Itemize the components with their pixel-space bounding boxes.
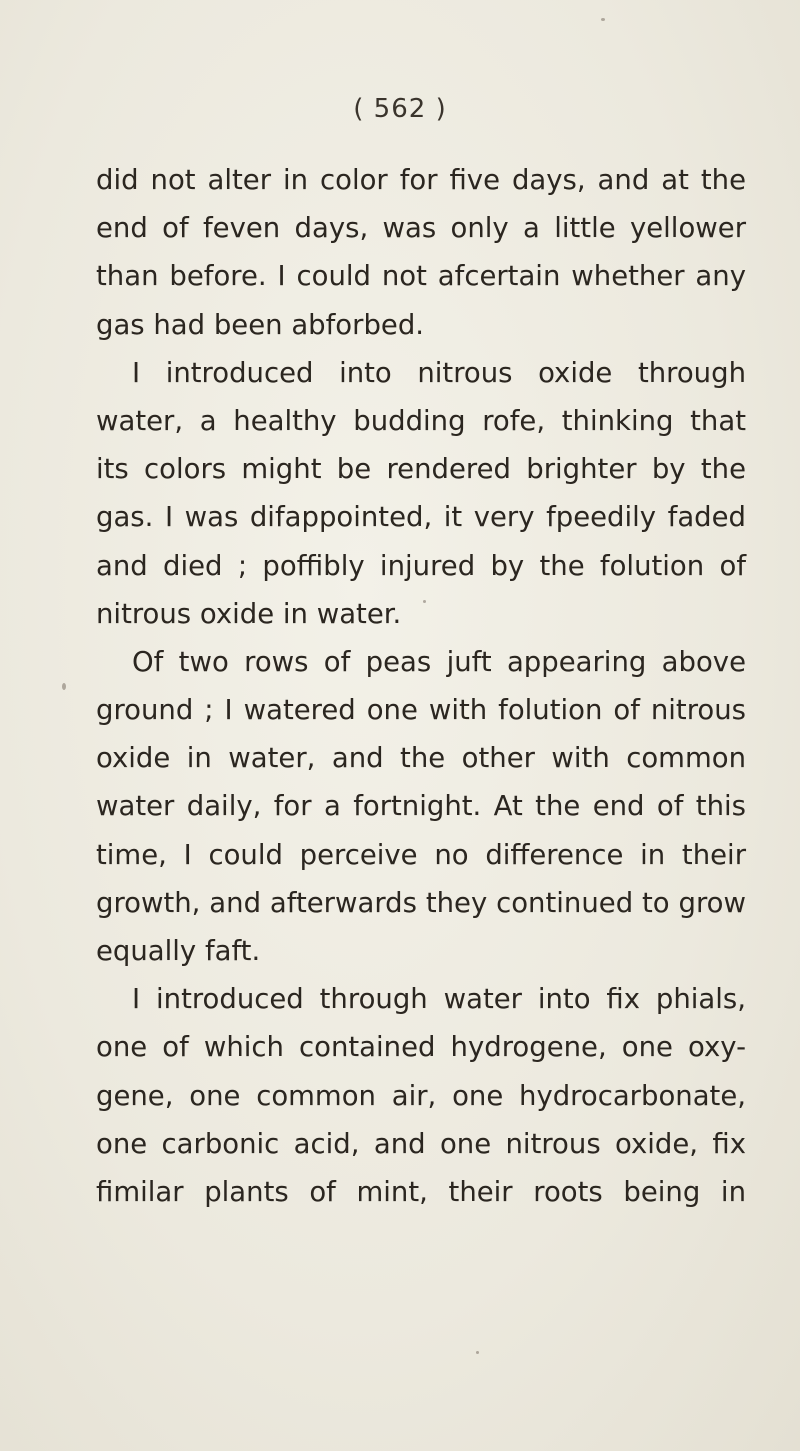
text-line: I introduced into nitrous oxide through (132, 356, 746, 389)
text-line: water daily, for a fortnight. At the end of this (96, 790, 746, 823)
text-line: ground ; I watered one with folution of nitrous (96, 694, 746, 727)
text-line: nitrous oxide in water. (96, 597, 402, 630)
text-line: did not alter in color for five days, and at the (96, 164, 746, 196)
paper-speck (601, 18, 605, 21)
paper-speck (476, 1351, 479, 1354)
paper-speck (423, 600, 426, 603)
paper-speck (62, 683, 66, 690)
text-line: Of two rows of peas juft appearing above (132, 645, 746, 678)
text-line: gene, one common air, one hydrocarbonate, (96, 1079, 746, 1112)
text-line: oxide in water, and the other with common (96, 742, 746, 775)
text-line: growth, and afterwards they continued to grow (96, 886, 746, 919)
text-line: gas. I was difappointed, it very fpeedily faded (96, 501, 746, 534)
text-line: its colors might be rendered brighter by the (96, 453, 746, 486)
text-line: end of feven days, was only a little yellower (96, 212, 746, 245)
page-number: ( 562 ) (353, 94, 447, 124)
text-line: one carbonic acid, and one nitrous oxide, fix (96, 1127, 746, 1160)
text-line: fimilar plants of mint, their roots being in (96, 1175, 746, 1208)
text-line: equally faft. (96, 935, 261, 967)
text-line: time, I could perceive no difference in their (96, 838, 746, 871)
text-line: gas had been abforbed. (96, 308, 425, 341)
body-text (96, 156, 746, 1216)
text-line: water, a healthy budding rofe, thinking that (96, 404, 746, 437)
text-line: one of which contained hydrogene, one oxy- (96, 1031, 746, 1064)
text-line: I introduced through water into fix phials, (132, 983, 746, 1016)
text-line: than before. I could not afcertain whether any (96, 260, 746, 293)
text-line: and died ; poffibly injured by the folution of (96, 549, 746, 582)
